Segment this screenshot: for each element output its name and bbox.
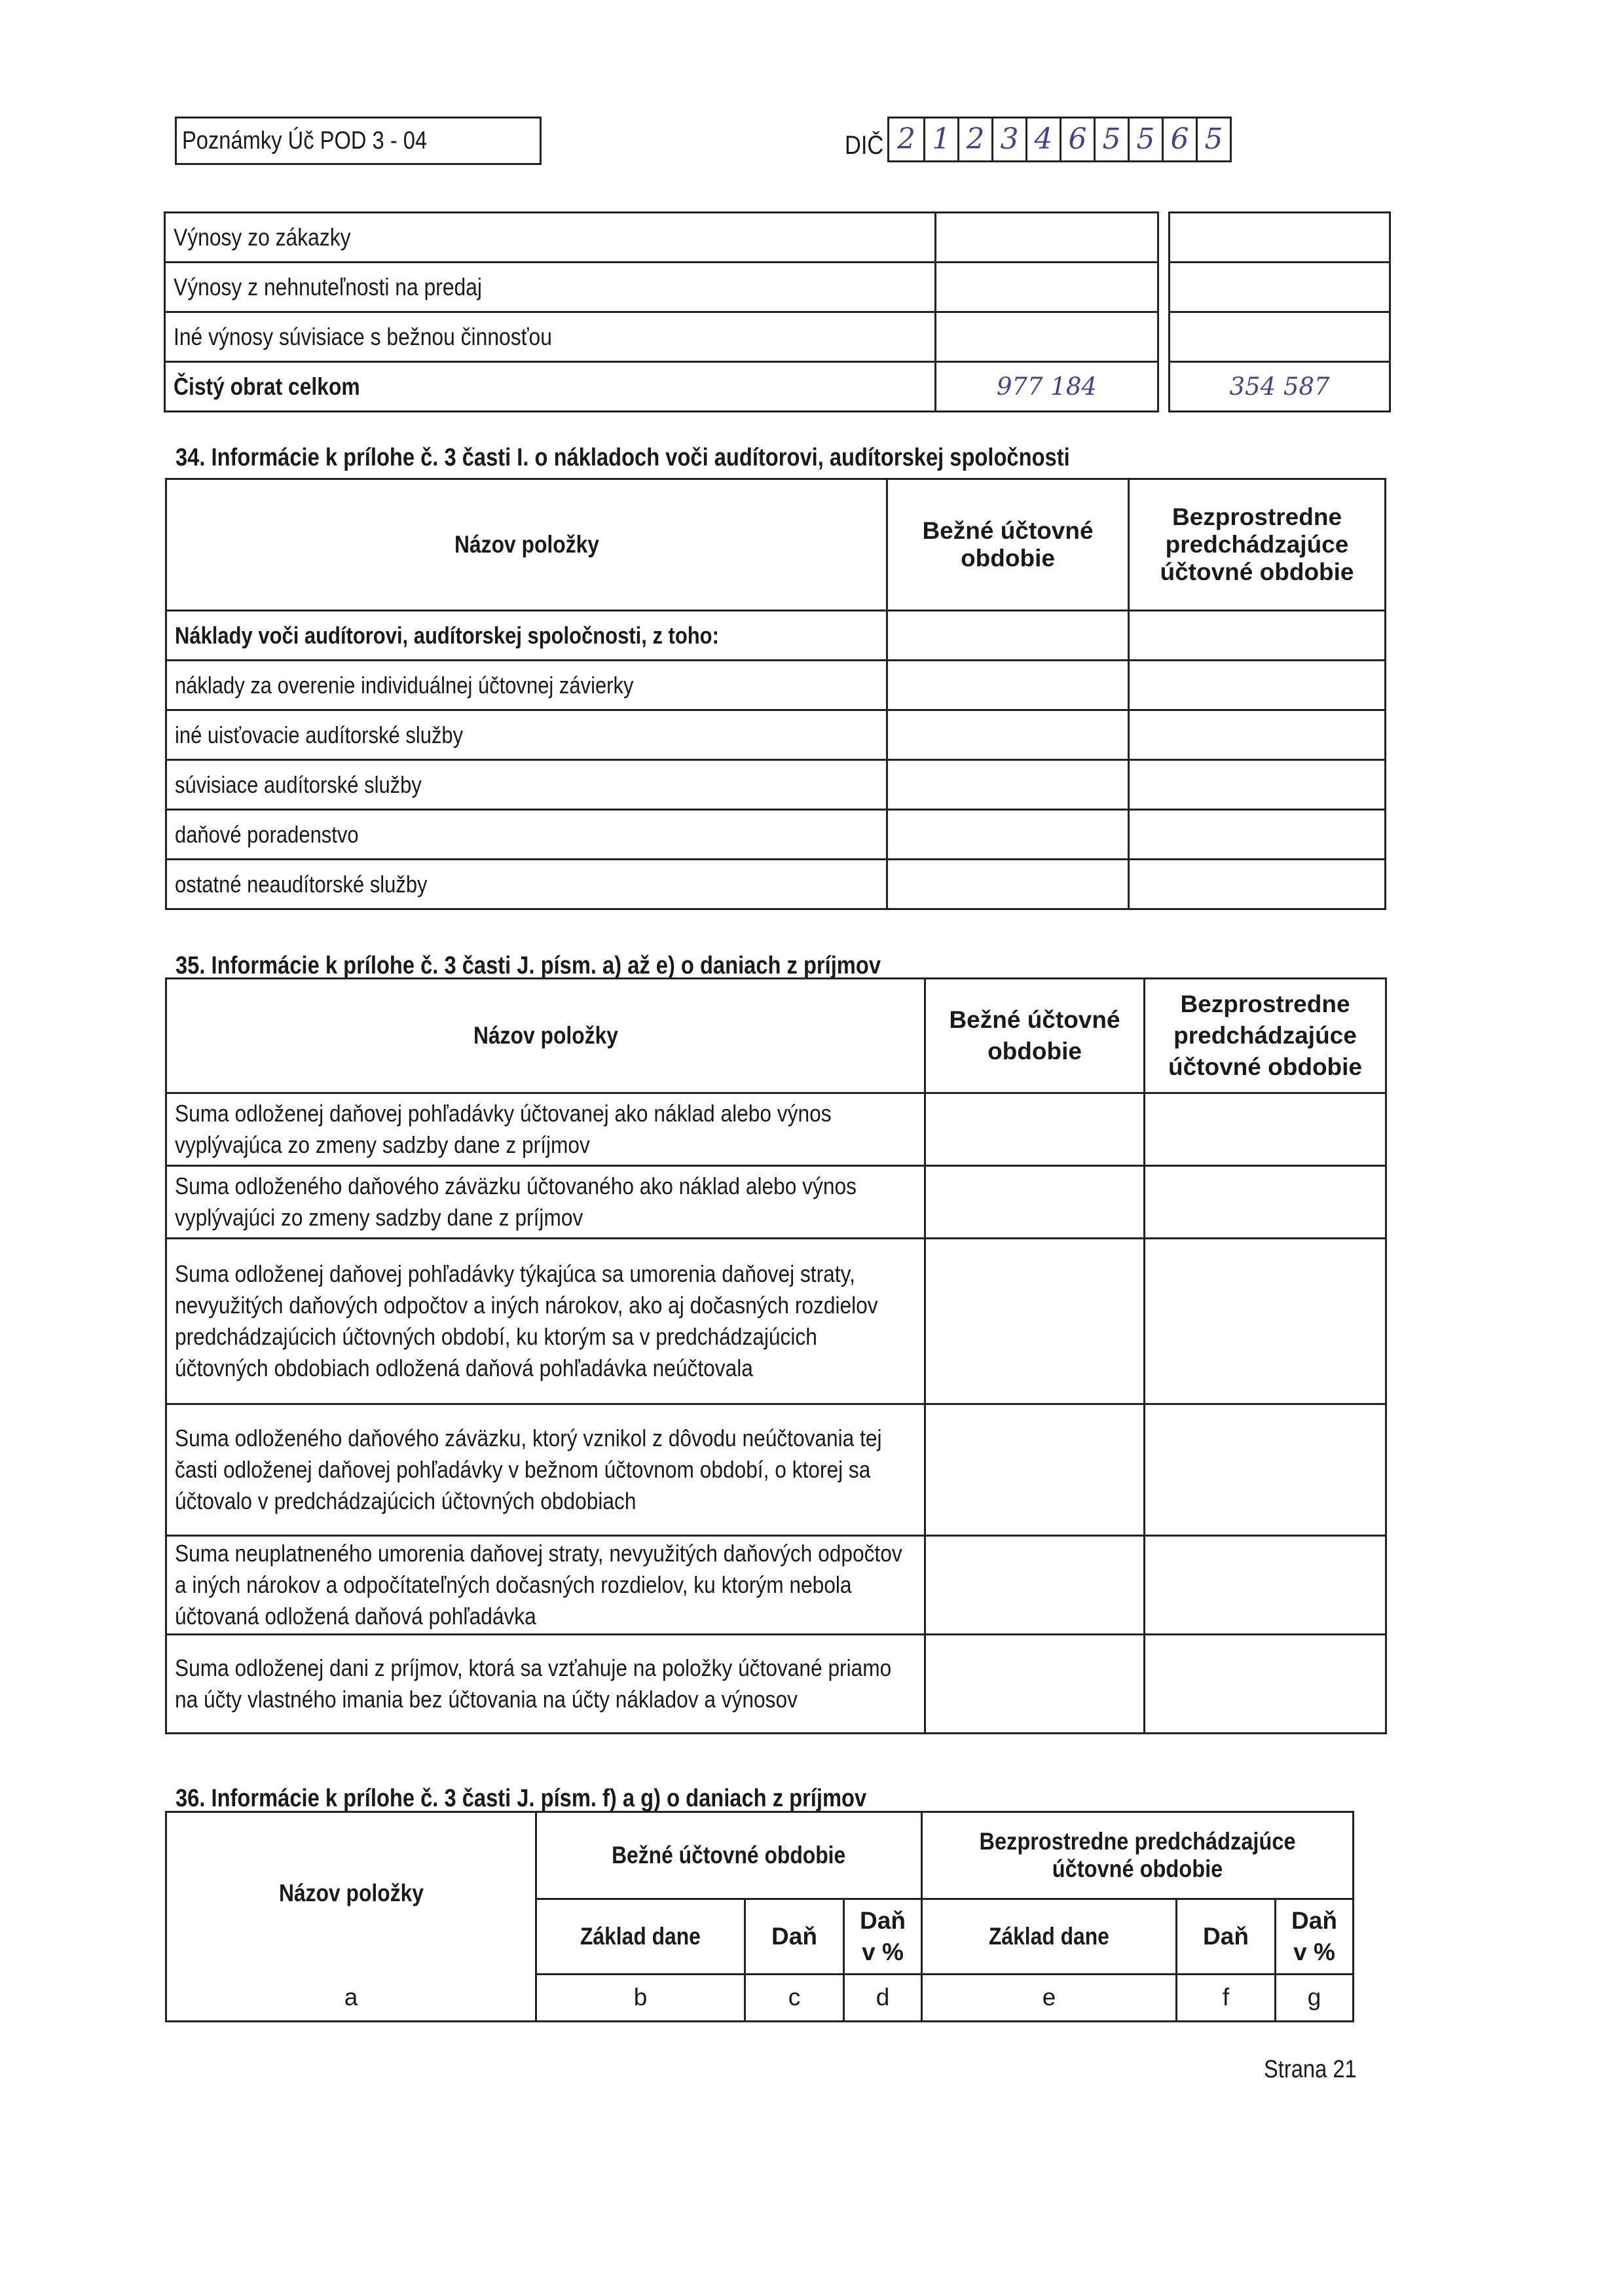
col-name: Názov položky bbox=[166, 479, 887, 611]
table-row: náklady za overenie individuálnej účtovnej závierky bbox=[166, 661, 1386, 710]
value-current bbox=[936, 263, 1158, 312]
table-row: Suma neuplatneného umorenia daňovej straty, nevyužitých daňových odpočtov a iných nárokov a odpočítateľných dočasných rozdielov, ku ktorým nebola účtovaná odložená daňová pohľadávka bbox=[166, 1536, 1386, 1635]
dic-digit: 1 bbox=[923, 118, 957, 160]
table-letter-row: a b c d e f g bbox=[166, 1975, 1354, 2022]
table-header-row bbox=[166, 1812, 1354, 1899]
section-35-title: 35. Informácie k prílohe č. 3 časti J. písm. a) až e) o daniach z príjmov bbox=[175, 952, 881, 979]
auditor-costs-table bbox=[165, 478, 1386, 910]
table-row bbox=[165, 213, 1390, 263]
table-header-row bbox=[166, 479, 1386, 611]
value-previous bbox=[1170, 213, 1390, 263]
table-row: iné uisťovacie audítorské služby bbox=[166, 710, 1386, 760]
page-number: Strana 21 bbox=[1264, 2056, 1357, 2083]
table-row bbox=[165, 263, 1390, 312]
table-row: ostatné neaudítorské služby bbox=[166, 860, 1386, 909]
form-code-box bbox=[175, 117, 542, 165]
col-current: Bežné účtovné obdobie bbox=[887, 479, 1129, 611]
col-current: Bežné účtovné obdobie bbox=[536, 1812, 922, 1899]
tax-rate-table bbox=[165, 1811, 1354, 2022]
row-label: Výnosy z nehnuteľnosti na predaj bbox=[165, 263, 936, 312]
dic-digit: 2 bbox=[957, 118, 991, 160]
table-row: Suma odloženého daňového záväzku účtovaného ako náklad alebo výnos vyplývajúci zo zmeny sadzby dane z príjmov bbox=[166, 1166, 1386, 1239]
value-current: 977 184 bbox=[936, 362, 1158, 412]
form-code: Poznámky Úč POD 3 - 04 bbox=[182, 127, 428, 155]
table-row: Suma odloženého daňového záväzku, ktorý vznikol z dôvodu neúčtovania tej časti odloženej daňovej pohľadávky v bežnom účtovnom období, o ktorej sa účtovalo v predchádzajúcich účtovných obdobiach bbox=[166, 1404, 1386, 1536]
table-row: Náklady voči audítorovi, audítorskej spoločnosti, z toho: bbox=[166, 611, 1386, 661]
row-label: Iné výnosy súvisiace s bežnou činnosťou bbox=[165, 312, 936, 362]
section-34-title: 34. Informácie k prílohe č. 3 časti I. o nákladoch voči audítorovi, audítorskej spoločnosti bbox=[175, 444, 1070, 471]
value-current bbox=[936, 213, 1158, 263]
dic-digit: 2 bbox=[897, 122, 915, 156]
table-row: Suma odloženej daňovej pohľadávky účtovanej ako náklad alebo výnos vyplývajúca zo zmeny sadzby dane z príjmov bbox=[166, 1093, 1386, 1166]
table-row bbox=[165, 312, 1390, 362]
value-current bbox=[936, 312, 1158, 362]
dic-digit: 6 bbox=[1162, 118, 1196, 160]
dic-digit: 5 bbox=[1094, 118, 1128, 160]
col-current: Bežné účtovné obdobie bbox=[925, 979, 1145, 1093]
table-row bbox=[165, 362, 1390, 412]
value-previous bbox=[1170, 263, 1390, 312]
col-name: Názov položky bbox=[166, 1812, 536, 1975]
value-previous bbox=[1170, 312, 1390, 362]
dic-digit: 5 bbox=[1196, 118, 1230, 160]
section-36-title: 36. Informácie k prílohe č. 3 časti J. písm. f) a g) o daniach z príjmov bbox=[175, 1785, 867, 1812]
table-row: daňové poradenstvo bbox=[166, 810, 1386, 860]
income-tax-table bbox=[165, 977, 1387, 1734]
col-previous: Bezprostredne predchádzajúce účtovné obdobie bbox=[1145, 979, 1386, 1093]
table-subheader-row: Základ dane Daň Daň v % Základ dane Daň Daň v % bbox=[166, 1899, 1354, 1975]
dic-boxes bbox=[887, 117, 1232, 162]
row-label: Čistý obrat celkom bbox=[165, 362, 936, 412]
dic-digit: 5 bbox=[1128, 118, 1162, 160]
row-label: Výnosy zo zákazky bbox=[165, 213, 936, 263]
table-row: súvisiace audítorské služby bbox=[166, 760, 1386, 810]
dic-digit: 4 bbox=[1025, 118, 1060, 160]
col-previous: Bezprostredne predchádzajúce účtovné obdobie bbox=[1129, 479, 1386, 611]
table-row: Suma odloženej dani z príjmov, ktorá sa vzťahuje na položky účtované priamo na účty vlastného imania bez účtovania na účty nákladov a výnosov bbox=[166, 1635, 1386, 1734]
revenue-table bbox=[164, 211, 1391, 412]
dic-digit: 3 bbox=[991, 118, 1025, 160]
table-header-row bbox=[166, 979, 1386, 1093]
dic-digit: 6 bbox=[1060, 118, 1094, 160]
value-previous: 354 587 bbox=[1170, 362, 1390, 412]
table-row: Suma odloženej daňovej pohľadávky týkajúca sa umorenia daňovej straty, nevyužitých daňových odpočtov a iných nárokov, ako aj dočasných rozdielov predchádzajúcich účtovných období, ku ktorým sa v predchádzajúcich účtovných obdobiach odložená daňová pohľadávka neúčtovala bbox=[166, 1239, 1386, 1404]
col-previous: Bezprostredne predchádzajúce účtovné obdobie bbox=[922, 1812, 1354, 1899]
dic-label: DIČ bbox=[845, 131, 884, 160]
col-name: Názov položky bbox=[166, 979, 925, 1093]
